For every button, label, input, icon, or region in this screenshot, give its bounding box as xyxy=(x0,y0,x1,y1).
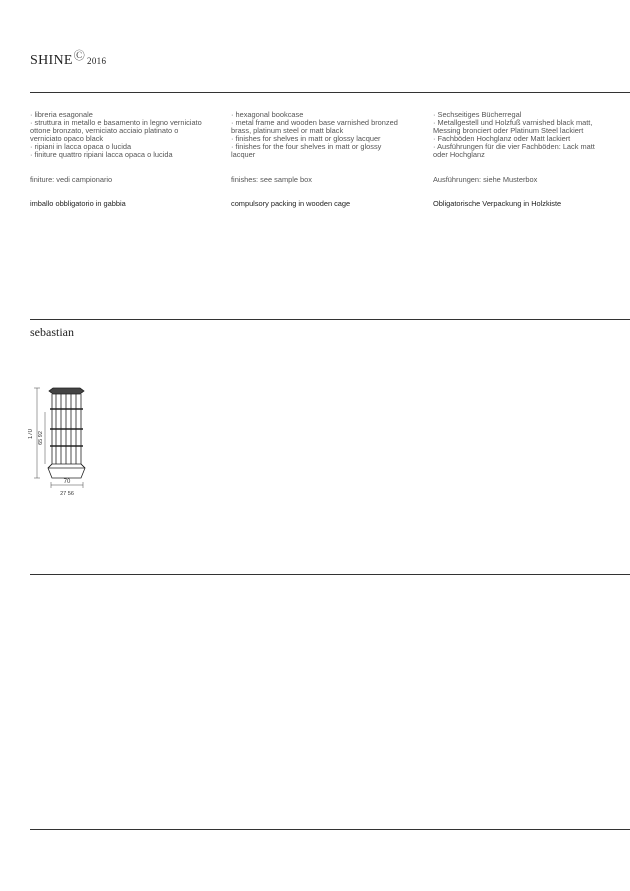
packing-note-en: compulsory packing in wooden cage xyxy=(231,199,351,208)
description-line: · Ausführungen für die vier Fachböden: Lack matt xyxy=(433,142,595,151)
finish-note-it: finiture: vedi campionario xyxy=(30,175,113,184)
finish-note-en: finishes: see sample box xyxy=(231,175,312,184)
divider-bottom xyxy=(30,829,630,830)
description-line: · ripiani in lacca opaca o lucida xyxy=(30,142,132,151)
shelf-dimension-label: 65 92 xyxy=(38,431,44,445)
description-line: · finishes for the four shelves in matt or glossy xyxy=(231,142,382,151)
packing-note-de: Obligatorische Verpackung in Holzkiste xyxy=(433,199,562,208)
description-line: verniciato opaco black xyxy=(30,134,104,143)
height-dimension-label: 170 xyxy=(28,428,34,440)
description-line: Messing bronciert oder Platinum Steel lackiert xyxy=(433,126,584,135)
collection-name: SHINE xyxy=(30,53,73,68)
description-line: oder Hochglanz xyxy=(433,150,485,159)
divider-section xyxy=(30,319,630,320)
description-line: · finiture quattro ripiani lacca opaca o lucida xyxy=(30,150,173,159)
description-line: · Metallgestell und Holzfuß varnished black matt, xyxy=(433,118,593,127)
description-line: · Sechseitiges Bücherregal xyxy=(433,110,522,119)
packing-note-it: imballo obbligatorio in gabbia xyxy=(30,199,126,208)
description-line: · hexagonal bookcase xyxy=(231,110,304,119)
description-line: · Fachböden Hochglanz oder Matt lackiert xyxy=(433,134,571,143)
description-line: ottone bronzato, verniciato acciaio platinato o xyxy=(30,126,179,135)
description-line: brass, platinum steel or matt black xyxy=(231,126,344,135)
description-line: · finishes for shelves in matt or glossy lacquer xyxy=(231,134,381,143)
description-line: · struttura in metallo e basamento in legno verniciato xyxy=(30,118,202,127)
divider-top xyxy=(30,92,630,93)
bookcase-figure xyxy=(48,388,85,478)
depth-dimension-label: 27 56 xyxy=(60,491,74,497)
finish-note-de: Ausführungen: siehe Musterbox xyxy=(433,175,538,184)
collection-title xyxy=(30,52,106,69)
product-name: sebastian xyxy=(30,325,74,339)
description-line: · libreria esagonale xyxy=(30,110,93,119)
bookcase-drawing xyxy=(28,382,108,502)
description-en xyxy=(231,111,411,159)
designer-mark-icon: Ⓒ xyxy=(73,50,86,62)
width-dimension-label: 70 xyxy=(63,479,71,485)
description-line: lacquer xyxy=(231,150,256,159)
description-it xyxy=(30,111,210,159)
description-line: · metal frame and wooden base varnished bronzed xyxy=(231,118,398,127)
divider-lower xyxy=(30,574,630,575)
description-de xyxy=(433,111,613,159)
collection-year: 2016 xyxy=(87,56,107,66)
